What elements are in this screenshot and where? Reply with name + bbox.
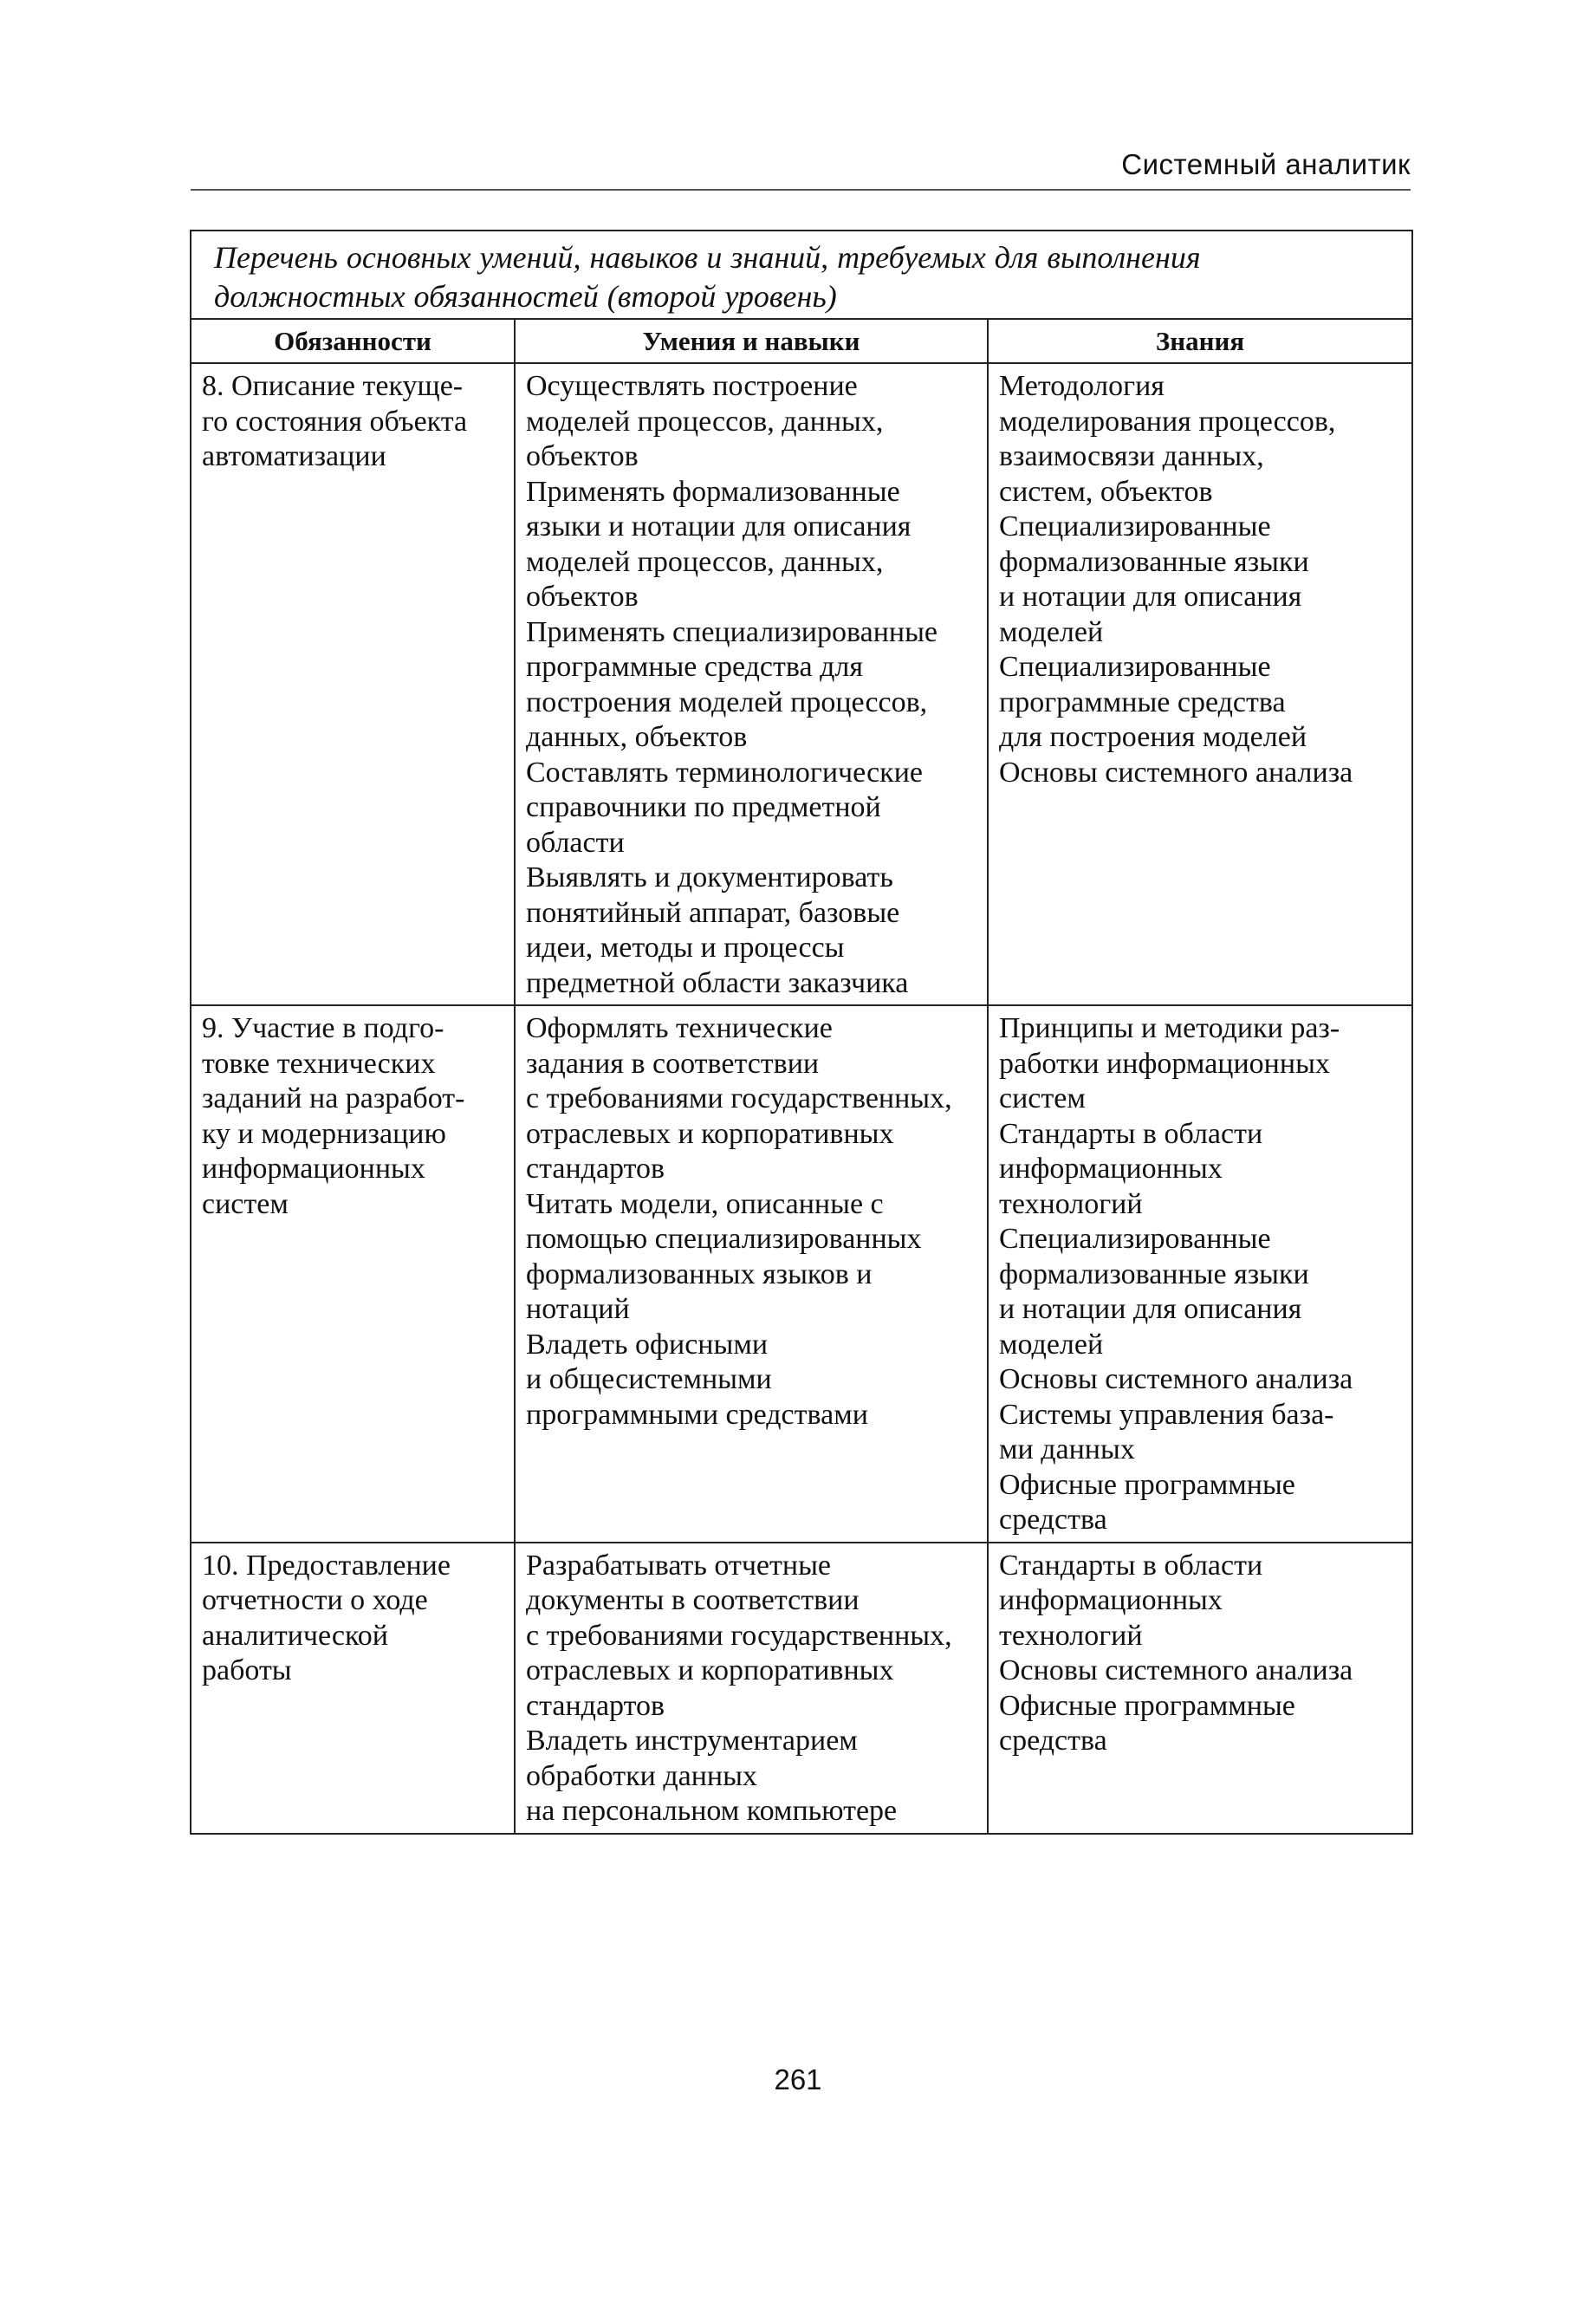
knowledge-cell: [988, 1005, 1412, 1543]
table-row: [191, 363, 1412, 1005]
cell-text-line: отраслевых и корпоративных: [526, 1117, 894, 1150]
table-row: [191, 1005, 1412, 1543]
cell-text-line: Разрабатывать отчетные: [526, 1549, 832, 1582]
cell-text-line: стандартов: [526, 1689, 665, 1722]
cell-text-line: нотаций: [526, 1293, 630, 1325]
cell-text-line: 9. Участие в подго-: [202, 1012, 444, 1044]
table-header-row: [191, 319, 1412, 363]
running-head-title: Системный аналитик: [1121, 148, 1411, 180]
cell-text-line: систем, объектов: [999, 475, 1213, 508]
cell-text-line: Оформлять технические: [526, 1012, 833, 1044]
cell-text-line: формализованных языков и: [526, 1257, 873, 1290]
cell-text-line: информационных: [999, 1584, 1223, 1616]
table-body: [191, 363, 1412, 1834]
cell-text-line: предметной области заказчика: [526, 966, 909, 999]
cell-text-line: аналитической: [202, 1619, 389, 1652]
cell-text-line: Специализированные: [999, 510, 1271, 543]
cell-text-line: документы в соответствии: [526, 1584, 860, 1616]
cell-text-line: Стандарты в области: [999, 1549, 1263, 1582]
cell-text-line: 10. Предоставление: [202, 1549, 451, 1582]
duty-cell: [191, 363, 515, 1005]
cell-text-line: для построения моделей: [999, 721, 1307, 753]
cell-text-line: товке технических: [202, 1047, 436, 1080]
cell-text-line: моделей процессов, данных,: [526, 405, 884, 438]
cell-text-line: отраслевых и корпоративных: [526, 1654, 894, 1686]
cell-text-line: объектов: [526, 440, 639, 472]
cell-text-line: Принципы и методики раз-: [999, 1012, 1340, 1044]
cell-text-line: Офисные программные: [999, 1689, 1295, 1722]
cell-text-line: формализованные языки: [999, 1257, 1309, 1290]
cell-text-line: отчетности о ходе: [202, 1584, 428, 1616]
skills-cell: [515, 363, 988, 1005]
skills-cell: [515, 1543, 988, 1834]
table-caption-line: Перечень основных умений, навыков и знаний, требуемых для выполнения: [214, 240, 1201, 275]
cell-text-line: и нотации для описания: [999, 581, 1302, 613]
cell-text-line: на персональном компьютере: [526, 1795, 898, 1827]
cell-text-line: данных, объектов: [526, 721, 748, 753]
cell-text-line: Стандарты в области: [999, 1117, 1263, 1150]
cell-text-line: систем: [202, 1187, 289, 1220]
cell-text-line: стандартов: [526, 1153, 665, 1185]
cell-text-line: формализованные языки: [999, 545, 1309, 578]
column-header-skills: Умения и навыки: [515, 319, 988, 363]
cell-text-line: Основы системного анализа: [999, 1654, 1353, 1686]
cell-text-line: моделей: [999, 1328, 1104, 1361]
cell-text-line: задания в соответствии: [526, 1047, 820, 1080]
table-caption: [191, 231, 1412, 319]
cell-text-line: области: [526, 826, 625, 859]
cell-text-line: Системы управления база-: [999, 1398, 1334, 1431]
duty-cell: [191, 1005, 515, 1543]
cell-text-line: программные средства для: [526, 651, 863, 683]
cell-text-line: Применять формализованные: [526, 475, 900, 508]
duty-cell: [191, 1543, 515, 1834]
cell-text-line: Читать модели, описанные с: [526, 1187, 884, 1220]
cell-text-line: Владеть офисными: [526, 1328, 769, 1361]
cell-text-line: справочники по предметной: [526, 791, 881, 823]
column-header-knowledge: Знания: [988, 319, 1412, 363]
table-row: [191, 1543, 1412, 1834]
cell-text-line: объектов: [526, 581, 639, 613]
cell-text-line: ми данных: [999, 1433, 1135, 1465]
cell-text-line: с требованиями государственных,: [526, 1619, 952, 1652]
cell-text-line: заданий на разработ-: [202, 1082, 465, 1114]
cell-text-line: Осуществлять построение: [526, 370, 858, 402]
cell-text-line: средства: [999, 1504, 1107, 1536]
cell-text-line: Специализированные: [999, 651, 1271, 683]
cell-text-line: Основы системного анализа: [999, 1363, 1353, 1395]
cell-text-line: взаимосвязи данных,: [999, 440, 1264, 472]
cell-text-line: программными средствами: [526, 1398, 868, 1431]
cell-text-line: автоматизации: [202, 440, 386, 472]
cell-text-line: работки информационных: [999, 1047, 1330, 1080]
cell-text-line: технологий: [999, 1187, 1143, 1220]
page-number: 261: [774, 2063, 822, 2095]
cell-text-line: Офисные программные: [999, 1468, 1295, 1501]
cell-text-line: технологий: [999, 1619, 1143, 1652]
cell-text-line: моделей процессов, данных,: [526, 545, 884, 578]
cell-text-line: средства: [999, 1725, 1107, 1757]
cell-text-line: систем: [999, 1082, 1086, 1114]
cell-text-line: моделей: [999, 615, 1104, 648]
table-caption-row: [191, 231, 1412, 319]
cell-text-line: построения моделей процессов,: [526, 685, 928, 718]
cell-text-line: информационных: [999, 1153, 1223, 1185]
cell-text-line: ку и модернизацию: [202, 1117, 446, 1150]
knowledge-cell: [988, 363, 1412, 1005]
cell-text-line: и нотации для описания: [999, 1293, 1302, 1325]
table-caption-line: должностных обязанностей (второй уровень): [214, 279, 837, 314]
cell-text-line: информационных: [202, 1153, 425, 1185]
knowledge-cell: [988, 1543, 1412, 1834]
cell-text-line: Специализированные: [999, 1223, 1271, 1255]
cell-text-line: с требованиями государственных,: [526, 1082, 952, 1114]
cell-text-line: Основы системного анализа: [999, 756, 1353, 789]
cell-text-line: помощью специализированных: [526, 1223, 922, 1255]
cell-text-line: и общесистемными: [526, 1363, 772, 1395]
column-header-duties: Обязанности: [191, 319, 515, 363]
cell-text-line: Владеть инструментарием: [526, 1725, 858, 1757]
cell-text-line: понятийный аппарат, базовые: [526, 896, 900, 929]
cell-text-line: языки и нотации для описания: [526, 510, 912, 543]
cell-text-line: идеи, методы и процессы: [526, 932, 845, 964]
cell-text-line: Методология: [999, 370, 1165, 402]
cell-text-line: обработки данных: [526, 1759, 757, 1792]
cell-text-line: работы: [202, 1654, 292, 1686]
cell-text-line: Применять специализированные: [526, 615, 938, 648]
cell-text-line: программные средства: [999, 685, 1286, 718]
competency-table: [190, 230, 1413, 1835]
cell-text-line: Составлять терминологические: [526, 756, 923, 789]
cell-text-line: Выявлять и документировать: [526, 861, 893, 893]
cell-text-line: моделирования процессов,: [999, 405, 1336, 438]
cell-text-line: го состояния объекта: [202, 405, 468, 438]
skills-cell: [515, 1005, 988, 1543]
cell-text-line: 8. Описание текуще-: [202, 370, 464, 402]
header-divider: [191, 189, 1411, 191]
